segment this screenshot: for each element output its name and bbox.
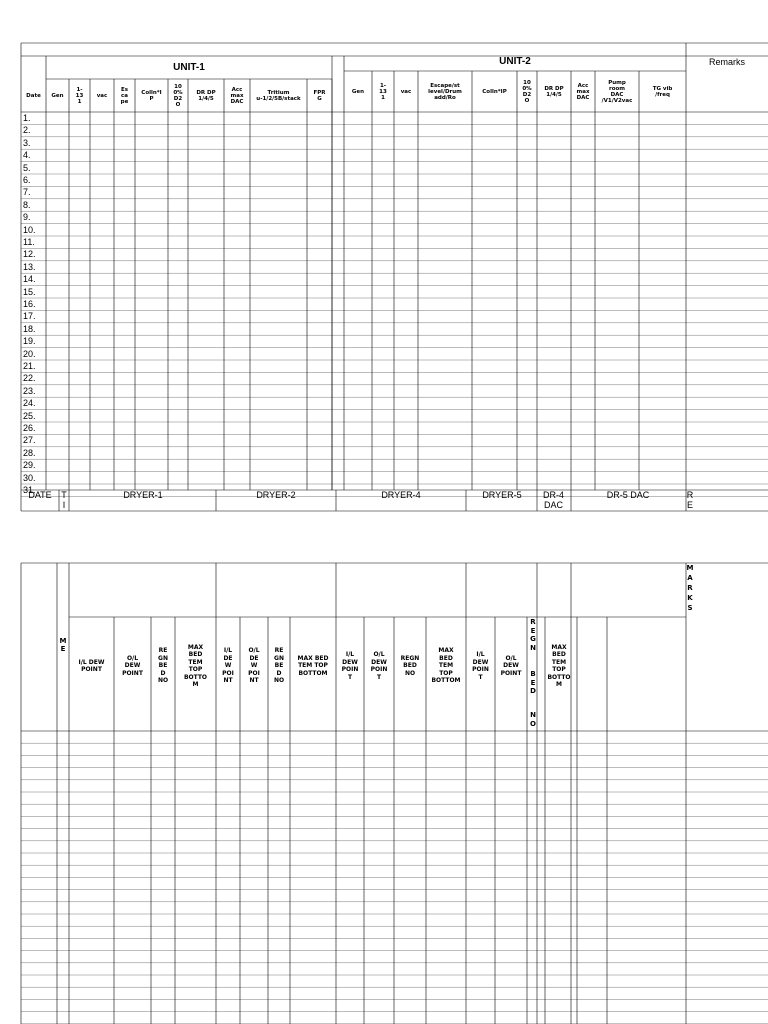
unit2-col-header	[418, 83, 472, 101]
marks-letter: K	[687, 594, 693, 602]
row-number: 25.	[23, 410, 36, 421]
dr5-dac-header: DR-5 DAC	[606, 490, 650, 500]
row-number: 30.	[23, 472, 36, 483]
dryer-col-header-line: GN	[158, 654, 168, 662]
dryer-col-header-line: NO	[157, 677, 169, 685]
dryer-col-header-line: DEW	[503, 662, 519, 670]
regn-letter: N	[530, 643, 536, 652]
unit1-col-header	[69, 87, 90, 105]
unit2-col-header-line: /freq	[655, 91, 670, 98]
regn-letter: R	[530, 618, 536, 626]
unit2-col-header-line: 13	[379, 88, 387, 95]
dryer-col-header-line: TEM	[188, 658, 203, 666]
row-number: 24.	[23, 398, 36, 409]
dryer-col-header	[151, 647, 175, 685]
dryer-col-header-line: TOP	[552, 666, 566, 673]
unit2-col-header-line: 1	[381, 94, 385, 101]
row-number: 19.	[23, 336, 36, 347]
unit2-col-header-line: TG vib	[652, 85, 673, 92]
dryer-col-header-line: BOTTOM	[431, 677, 461, 685]
unit2-col-header-line: Escape/st	[430, 82, 460, 89]
dryer-col-header	[290, 655, 336, 678]
dryer-col-header	[336, 651, 364, 681]
dryer-col-header-line: REGN	[400, 654, 420, 662]
row-number: 20.	[23, 348, 36, 359]
unit2-col-header-line: room	[608, 85, 625, 92]
unit2-col-header	[517, 80, 537, 104]
row-number: 5.	[23, 162, 31, 173]
bed-letter: D	[530, 687, 536, 695]
unit2-title: UNIT-2	[499, 56, 531, 67]
unit1-col-header-line: Colln*I	[141, 89, 162, 96]
dryer-col-header-line: BED	[439, 654, 453, 662]
dryer-col-header-line: MAX	[187, 643, 204, 651]
row-number: 17.	[23, 311, 36, 322]
unit2-col-header-line: 0%	[522, 85, 532, 92]
dryer-col-header	[466, 651, 495, 681]
unit2-col-header-line: O	[524, 97, 530, 104]
no-letter: O	[530, 719, 536, 728]
dryer-col-header-line: POI	[248, 669, 260, 677]
dryer-col-header-line: O/L	[373, 651, 385, 658]
row-number: 7.	[23, 187, 31, 198]
marks-letter: A	[687, 574, 693, 582]
row-number: 31.	[23, 485, 36, 495]
row-number: 22.	[23, 373, 36, 384]
dryer-col-header-line: TOP	[439, 669, 453, 677]
dryer-col-header-line: D	[160, 669, 166, 677]
dryer-col-header-line: POI	[222, 669, 234, 677]
unit2-col-header	[372, 83, 394, 101]
ti-header-2: I	[62, 500, 66, 510]
date-header: DATE	[28, 490, 52, 500]
dryer-col-header-line: RE	[274, 647, 284, 655]
dryer-col-header	[114, 655, 151, 678]
dryer-col-header-line: POIN	[370, 666, 388, 673]
unit1-col-header-line: Acc	[231, 86, 243, 93]
dryer-col-header-line: BE	[158, 662, 168, 670]
dr4-dac-header-2: DAC	[543, 500, 563, 510]
row-number: 26.	[23, 423, 36, 433]
unit2-col-header-line: add/Ro	[434, 94, 456, 101]
ti-header-1: T	[61, 490, 67, 500]
marks-letter: R	[687, 584, 693, 592]
row-number: 27.	[23, 435, 36, 446]
dr4-dac-header-1: DR-4	[542, 490, 564, 500]
dryer-col-header-line: BOTTO	[547, 673, 571, 681]
unit1-col-header	[135, 90, 168, 102]
dryer1-header: DRYER-1	[123, 490, 163, 500]
remarks-header: Remarks	[708, 57, 745, 67]
dryer-col-header	[495, 655, 527, 678]
dryer-col-header-line: DEW	[124, 662, 141, 670]
row-number: 29.	[23, 460, 36, 471]
row-number: 3.	[23, 137, 31, 148]
dryer5-header: DRYER-5	[482, 490, 522, 500]
dryer-col-header	[175, 644, 216, 689]
unit2-col-header-line: DAC	[576, 94, 590, 101]
dryer-col-header-line: T	[376, 673, 382, 681]
dryer-col-header-line: MAX	[438, 647, 454, 655]
unit2-col-header-line: vac	[400, 88, 412, 95]
row-number: 21.	[23, 361, 36, 371]
dryer-col-header-line: DE	[223, 654, 233, 662]
unit1-col-header	[114, 87, 135, 105]
unit2-col-header-line: Acc	[577, 82, 589, 89]
unit2-col-header-line: 1/4/5	[546, 91, 562, 98]
unit1-col-header-line: Tritium	[267, 89, 290, 96]
unit2-col-header-line: Pump	[608, 79, 626, 86]
unit2-col-header	[639, 86, 686, 98]
bed-letter: B	[530, 670, 536, 678]
unit1-col-header-line: 13	[75, 92, 84, 99]
unit2-col-header-line: max	[576, 88, 590, 95]
unit1-col-header-line: ca	[121, 92, 128, 99]
dryer-col-header-line: MAX	[551, 643, 567, 651]
row-number: 1.	[23, 113, 31, 123]
unit2-col-header-line: Colln*IP	[482, 88, 507, 95]
row-number: 16.	[23, 299, 36, 309]
unit1-col-header	[90, 93, 114, 99]
unit1-col-header-line: 1	[77, 98, 82, 105]
row-number: 14.	[23, 274, 36, 285]
dryer-col-header-line: M	[556, 681, 562, 688]
unit1-col-header-line: G	[317, 95, 322, 102]
dryer-col-header-line: TEM TOP	[298, 662, 328, 670]
row-number: 13.	[23, 261, 36, 272]
row-number: 2.	[23, 125, 31, 136]
row-number: 23.	[23, 385, 36, 396]
unit2-col-header-line: 1-	[379, 82, 387, 89]
dryer-col-header-line: I/L DEW	[78, 658, 105, 666]
unit1-col-header-line: 10	[174, 83, 182, 90]
dryer-col-header-line: BED	[188, 651, 203, 658]
dryer-col-header	[541, 644, 577, 689]
me-letter: M	[59, 637, 67, 645]
unit1-col-header-line: 1-	[76, 86, 83, 93]
dryer-col-header-line: DEW	[472, 658, 489, 666]
dryer-col-header-line: NT	[223, 677, 233, 685]
unit1-title: UNIT-1	[173, 62, 205, 73]
dryer-col-header-line: W	[224, 662, 232, 670]
row-number: 12.	[23, 249, 36, 260]
unit2-col-header	[595, 80, 639, 104]
unit2-col-header	[394, 89, 418, 95]
unit2-col-header-line: level/Drum	[428, 88, 462, 95]
unit2-col-header	[537, 86, 571, 98]
dryer-col-header	[394, 655, 426, 678]
dryer-col-header-line: O/L	[505, 654, 517, 662]
row-number: 6.	[23, 175, 31, 185]
dryer-col-header-line: NO	[273, 677, 285, 685]
dryer-col-header-line: RE	[158, 647, 168, 655]
dryer-col-header-line: NT	[249, 677, 259, 685]
dryer-col-header-line: D	[276, 669, 282, 677]
unit2-col-header	[571, 83, 595, 101]
dryer-col-header-line: POINT	[122, 669, 143, 677]
unit1-col-header-line: DR DP	[196, 89, 216, 96]
unit1-col-header	[46, 93, 69, 99]
unit1-col-header-line: D2	[173, 95, 183, 102]
dryer-col-header-line: BE	[274, 662, 284, 670]
dryer-col-header-line: I/L	[345, 651, 355, 658]
unit1-col-header	[307, 90, 332, 102]
dryer-col-header	[426, 647, 466, 685]
unit1-col-header	[21, 93, 46, 99]
unit1-col-header-line: pe	[120, 98, 129, 105]
dryer-col-header-line: BOTTO	[183, 673, 208, 681]
marks-letter: S	[687, 604, 693, 612]
unit2-col-header-line: D2	[522, 91, 532, 98]
unit1-col-header	[250, 90, 307, 102]
dryer-col-header	[268, 647, 290, 685]
dryer-col-header-line: DEW	[371, 658, 387, 666]
row-number: 15.	[23, 286, 36, 297]
unit1-col-header	[188, 90, 224, 102]
unit1-col-header-line: max	[230, 92, 244, 99]
me-letter: E	[60, 645, 66, 653]
dryer-col-header-line: NO	[404, 669, 416, 677]
dryer-col-header-line: DE	[249, 654, 259, 662]
unit2-col-header	[344, 89, 372, 95]
dryer-col-header	[69, 659, 114, 674]
dryer-col-header-line: BED	[552, 651, 566, 658]
dryer-col-header-line: POINT	[500, 669, 522, 677]
unit1-col-header-line: Gen	[51, 92, 64, 99]
marks-letter: M	[686, 564, 694, 572]
unit2-col-header-line: /V1/V2vac	[601, 97, 633, 104]
dryer-col-header-line: T	[478, 673, 483, 681]
dryer-col-header-line: M	[192, 681, 199, 688]
row-number: 4.	[23, 150, 31, 161]
dryer-col-header-line: POIN	[341, 666, 359, 673]
row-number: 9.	[23, 212, 31, 223]
row-number: 18.	[23, 323, 36, 334]
dryer-col-header-line: TEM	[551, 658, 567, 666]
unit1-col-header-line: O	[175, 101, 181, 108]
unit2-col-header-line: Gen	[351, 88, 365, 95]
unit1-col-header-line: FPR	[313, 89, 326, 96]
unit1-col-header-line: Es	[120, 86, 129, 93]
unit2-col-header-line: 10	[523, 79, 531, 86]
unit1-col-header-line: 0%	[173, 89, 183, 96]
unit1-col-header-line: P	[149, 95, 154, 102]
dryer-col-header-line: TEM	[438, 662, 454, 670]
unit2-col-header-line: DR DP	[544, 85, 564, 92]
unit1-col-header	[224, 87, 250, 105]
unit1-col-header-line: u-1/2/5B/stack	[256, 95, 301, 102]
dryer-col-header-line: POIN	[472, 666, 489, 673]
row-number: 11.	[23, 237, 35, 247]
row-number: 8.	[23, 199, 31, 210]
dryer-col-header	[240, 647, 268, 685]
unit1-col-header-line: DAC	[230, 98, 244, 105]
dryer-col-header-line: TOP	[188, 666, 203, 673]
dryer-col-header	[364, 651, 394, 681]
dryer-col-header-line: BED	[403, 662, 417, 670]
row-number: 10.	[23, 224, 36, 235]
dryer-col-header-line: DEW	[342, 658, 358, 666]
no-letter: N	[530, 711, 536, 719]
dryer-col-header-line: O/L	[248, 647, 260, 655]
dryer-col-header-line: MAX BED	[297, 654, 329, 662]
dryer-col-header-line: POINT	[81, 666, 102, 673]
dryer2-header: DRYER-2	[256, 490, 296, 500]
dryer-col-header-line: I/L	[476, 651, 485, 658]
dryer-col-header	[216, 647, 240, 685]
unit1-col-header	[168, 84, 188, 108]
row-number: 28.	[23, 447, 36, 458]
dryer4-header: DRYER-4	[381, 490, 421, 500]
regn-letter: G	[530, 635, 536, 643]
dryer-col-header-line: GN	[274, 654, 284, 662]
dryer-col-header-line: BOTTOM	[298, 669, 328, 677]
re-header-1: R	[686, 490, 694, 500]
unit1-col-header-line: 1/4/5	[198, 95, 214, 102]
dryer-col-header-line: O/L	[126, 654, 139, 662]
dryer-col-header-line: W	[250, 662, 258, 670]
unit2-col-header-line: DAC	[610, 91, 624, 98]
re-header-2: E	[686, 500, 693, 510]
unit1-col-header-line: vac	[96, 92, 108, 99]
regn-letter: E	[530, 626, 536, 635]
unit1-col-header-line: Date	[26, 92, 41, 99]
unit2-col-header	[472, 89, 517, 95]
dryer-col-header-line: T	[347, 673, 353, 681]
dryer-col-header-line: I/L	[223, 647, 233, 655]
bed-letter: E	[530, 678, 536, 687]
